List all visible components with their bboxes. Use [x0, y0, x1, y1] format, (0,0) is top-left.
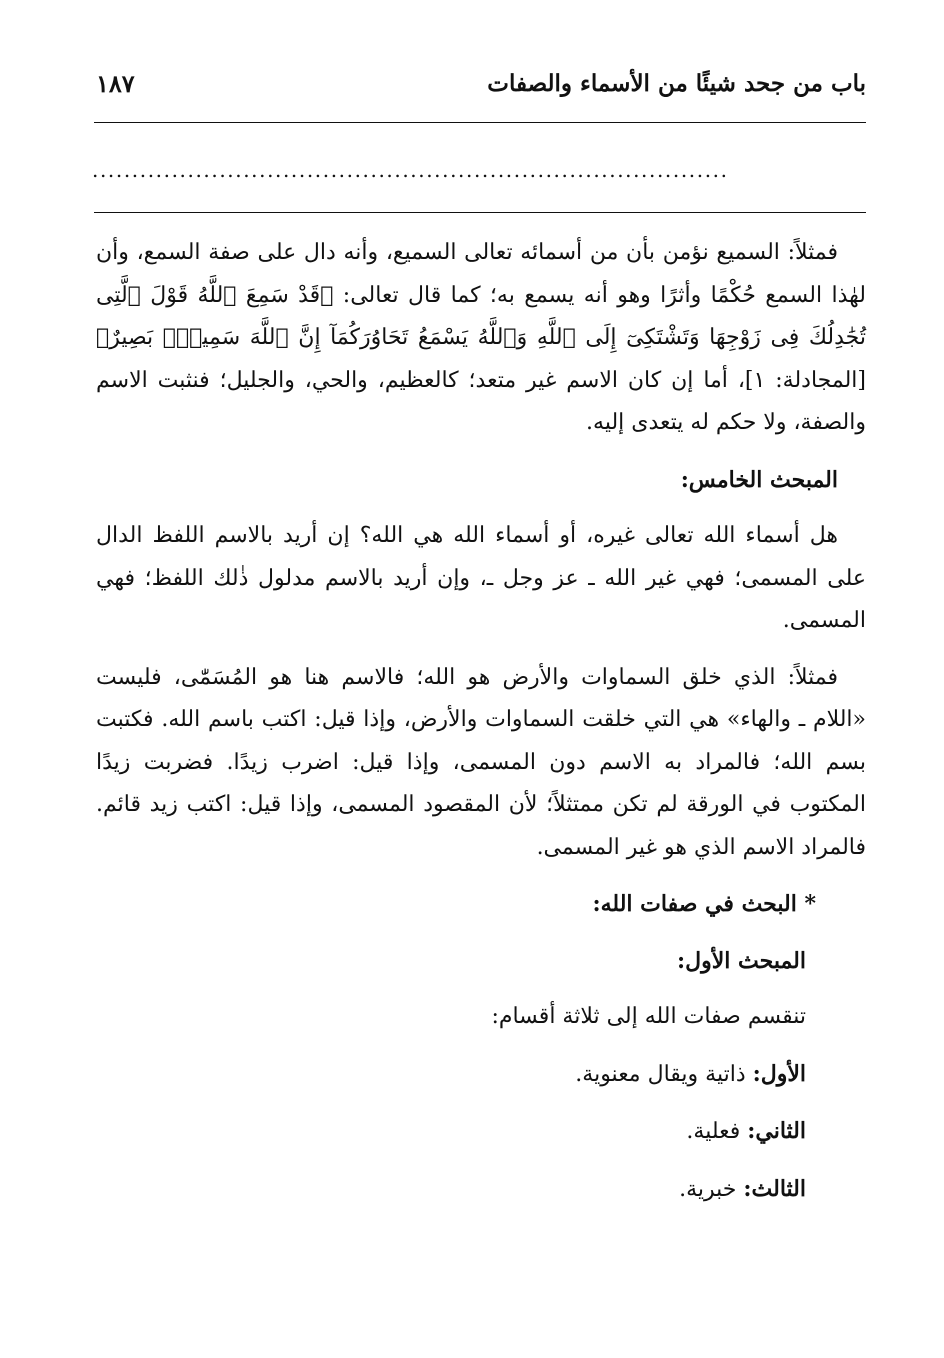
- paragraph-example-naming: فمثلاً: الذي خلق السماوات والأرض هو الله؛ فالاسم هنا هو المُسَمّٰى، فليست «اللام ـ والهاء» هي التي خلقت السماوات والأرض، وإذا قيل: اكتب باسم الله. فكتبت بسم الله؛ فالمراد به الاسم دون المسمى، وإذا قيل: اضرب زيدًا. فضربت زيدًا المكتوب في الورقة لم تكن ممتثلاً؛ لأن المقصود المسمى، وإذا قيل: اكتب زيد قائم. فالمراد الاسم الذي هو غير المسمى.: [96, 664, 866, 860]
- division-label: الأول:: [752, 1060, 806, 1087]
- main-text: [96, 232, 866, 1211]
- page-number: ١٨٧: [96, 68, 135, 98]
- section-attributes: * البحث في صفات الله:: [592, 891, 816, 917]
- header-rule-bottom: [94, 212, 866, 213]
- division-item: [96, 1053, 866, 1097]
- division-text: خبرية.: [679, 1176, 737, 1202]
- page-header: [96, 58, 866, 108]
- division-text: فعلية.: [686, 1119, 741, 1144]
- division-label: الثالث:: [743, 1175, 806, 1202]
- paragraph-example-sami: فمثلاً: السميع نؤمن بأن من أسمائه تعالى السميع، وأنه دال على صفة السمع، وأن لهٰذا السمع حُكْمًا وأثرًا وهو أنه يسمع به؛ كما قال تعالى: ﴿قَدْ سَمِعَ ٱللَّهُ قَوْلَ ٱلَّتِى تُجَٰدِلُكَ فِى زَوْجِهَا وَتَشْتَكِىٓ إِلَى ٱللَّهِ وَٱللَّهُ يَسْمَعُ تَحَاوُرَكُمَآ إِنَّ ٱللَّهَ سَمِيعٌۢ بَصِيرٌ﴾ [المجادلة: ١]، أما إن كان الاسم غير متعد؛ كالعظيم، والحي، والجليل؛ فنثبت الاسم والصفة، ولا حكم له يتعدى إليه.: [96, 240, 866, 435]
- division-text: ذاتية ويقال معنوية.: [575, 1061, 746, 1087]
- division-label: الثاني:: [747, 1118, 806, 1144]
- dotted-separator: ................................................................................: [92, 160, 729, 180]
- heading-fifth-topic: المبحث الخامس:: [680, 466, 838, 493]
- division-item: [96, 1110, 866, 1154]
- division-item: [96, 1168, 866, 1212]
- running-title: باب من جحد شيئًا من الأسماء والصفات: [487, 69, 866, 97]
- attributes-intro: تنقسم صفات الله إلى ثلاثة أقسام:: [491, 1004, 806, 1029]
- paragraph-names-question: هل أسماء الله تعالى غيره، أو أسماء الله هي الله؟ إن أريد بالاسم اللفظ الدال على المسمى؛ فهي غير الله ـ عز وجل ـ، وإن أريد بالاسم مدلول ذٰلك اللفظ؛ فهي المسمى.: [96, 523, 866, 633]
- heading-first-topic: المبحث الأول:: [676, 947, 806, 974]
- header-rule-top: [94, 122, 866, 123]
